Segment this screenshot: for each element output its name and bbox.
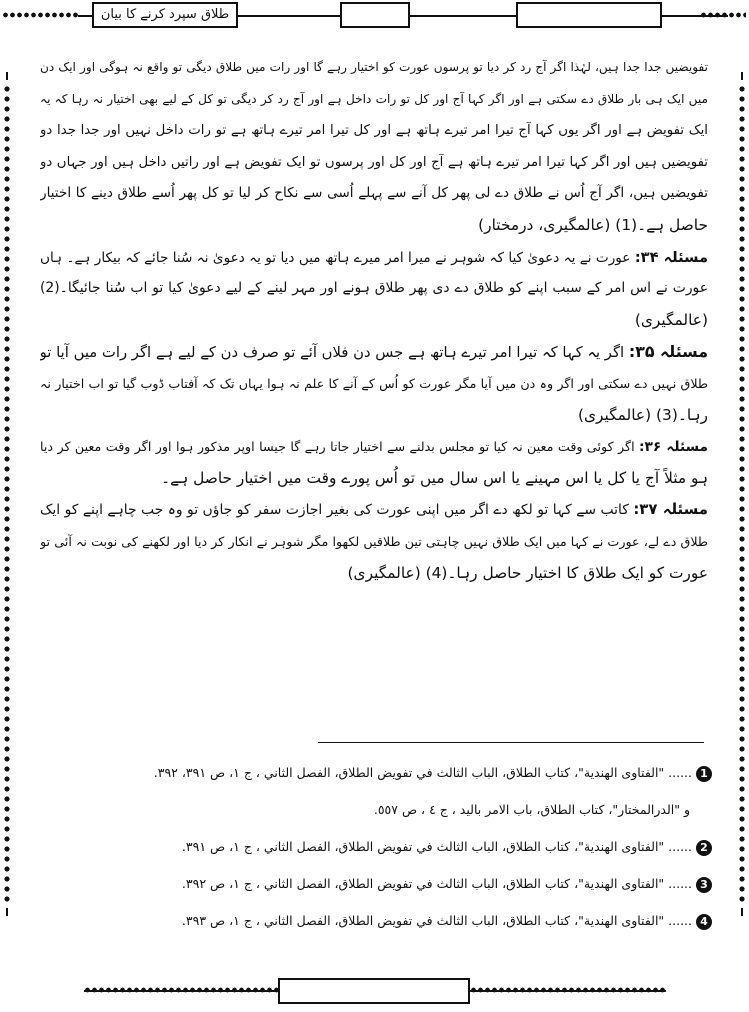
masala-label: مسئلہ ۳۴:	[634, 248, 708, 266]
footnote-text: ...... "الفتاوی الهندية"، كتاب الطلاق، الباب الثالث في تفويض الطلاق، الفصل الثاني ، ج ١، ص ٣٩٢.	[181, 876, 692, 891]
header-right-box	[516, 2, 662, 28]
left-border-ornament	[4, 84, 10, 904]
footnote-4	[40, 902, 712, 939]
text-line: تفویضیں ہیں، اگر آج اُس نے طلاق دے لی پھر کل آنے سے پہلے اُسی سے نکاح کر لیا تو کل پھر اُسے طلاق دینے کا اختیار	[40, 185, 708, 202]
masala-35	[40, 336, 708, 368]
footnotes	[40, 754, 712, 939]
right-border-ornament	[739, 84, 745, 904]
masala-label: مسئلہ ۳۵:	[628, 342, 708, 362]
masala-text: اگر کوئی وقت معین نہ کیا تو مجلس بدلنے سے اختیار جاتا رہے گا جیسا اوپر مذکور ہوا اور اگر وقت معین کر دیا	[40, 439, 635, 455]
text-line: تفویضیں جدا جدا ہیں، لہٰذا اگر آج رد کر دیا تو پرسوں عورت کو اختیار رہے گا اور رات میں طلاق دیگی تو واقع نہ ہوگی اور ایک دن	[40, 60, 708, 74]
masala-37	[40, 494, 708, 526]
masala-text: عورت نے یہ دعویٰ کیا کہ شوہر نے میرا امر میرے ہاتھ میں دیا تو یہ دعویٰ نہ سُنا جائے کہ بیکار ہے۔ ہاں	[40, 249, 631, 266]
footnote-number: 1	[696, 766, 712, 782]
text-line: (عالمگیری)	[634, 310, 708, 329]
footnote-text: و "الدرالمختار"، كتاب الطلاق، باب الامر باليد ، ج ٤ ، ص ٥٥٧.	[373, 802, 690, 817]
footnote-text: ...... "الفتاوی الهندية"، كتاب الطلاق، الباب الثالث في تفويض الطلاق، الفصل الثاني ، ج ١، ص ٣٩١.	[181, 839, 692, 854]
text-line: ایک تفویض ہے اور اگر یوں کہا آج تیرا امر تیرے ہاتھ ہے اور کل تیرا امر تیرے ہاتھ ہے تو رات داخل نہیں اور جدا جدا دو	[40, 123, 708, 139]
page-footer	[0, 968, 749, 1012]
masala-36	[40, 431, 708, 463]
page-number-box	[340, 2, 410, 28]
footnote-3	[40, 865, 712, 902]
footnote-number: 2	[696, 840, 712, 856]
footnote-text: ...... "الفتاوی الهندية"، كتاب الطلاق، الباب الثالث في تفويض الطلاق، الفصل الثاني ، ج ١، ص ٣٩٣.	[181, 913, 692, 928]
chapter-title: طلاق سپرد کرنے کا بیان	[92, 2, 238, 28]
masala-label: مسئلہ ۳۷:	[633, 500, 708, 519]
footnote-1-continued	[40, 791, 712, 828]
footnote-separator	[318, 742, 704, 743]
masala-text: اگر یہ کہا کہ تیرا امر تیرے ہاتھ ہے جس دن فلاں آئے تو صرف دن کے لیے ہے اگر رات میں آیا تو	[40, 344, 625, 362]
header-dots-left	[2, 10, 80, 20]
text-line: عورت کو ایک طلاق کا اختیار حاصل رہا۔(4) (عالمگیری)	[347, 563, 708, 582]
masala-text: کاتب سے کہا تو لکھ دے اگر میں اپنی عورت کی بغیر اجازت سفر کو جاؤں تو وہ جب چاہے اپنے کو ایک	[40, 502, 629, 519]
footnote-1	[40, 754, 712, 791]
text-line: حاصل ہے۔(1) (عالمگیری، درمختار)	[478, 215, 708, 234]
text-line: میں ایک ہی بار طلاق دے سکتی ہے اور اگر کہا آج اور کل تو رات داخل ہے اور آج رد کر دیگی تو کل کے لیے بھی اختیار نہ رہا کہ یہ	[40, 91, 708, 106]
footnote-number: 4	[696, 914, 712, 930]
header-dots-right	[700, 10, 746, 20]
text-line: ہو مثلاً آج یا کل یا اس مہینے یا اس سال میں تو اُس پورے وقت میں اختیار حاصل ہے۔	[161, 468, 708, 487]
masala-label: مسئلہ ۳۶:	[639, 439, 708, 456]
main-text	[40, 52, 708, 589]
footnote-text: ...... "الفتاوی الهندية"، كتاب الطلاق، الباب الثالث في تفويض الطلاق، الفصل الثاني ، ج ١، ص ٣٩١، ٣٩٢.	[153, 765, 692, 780]
text-line: طلاق دے لے، عورت نے کہا میں ایک طلاق نہیں چاہتی تین طلاقیں لکھوا مگر شوہر نے انکار کر دیا اور لکھنے کی نوبت نہ آئی تو	[40, 533, 708, 549]
text-line: تفویضیں ہیں اور اگر کہا تیرا امر تیرے ہاتھ ہے آج اور کل اور پرسوں تو ایک تفویض ہے اور راتیں داخل ہیں اور جہاں دو	[40, 154, 708, 170]
masala-34	[40, 242, 708, 274]
page-header	[0, 0, 749, 34]
text-line: عورت نے اس امر کے سبب اپنے کو طلاق دے دی پھر طلاق ہونے اور مہر لینے کے لیے دعویٰ کیا تو اب سُنا جائیگا۔(2)	[40, 280, 708, 297]
footer-box	[278, 978, 470, 1004]
footnote-2	[40, 828, 712, 865]
footnote-number: 3	[696, 877, 712, 893]
text-line: رہا۔(3) (عالمگیری)	[577, 405, 708, 424]
text-line: طلاق نہیں دے سکتی اور اگر وہ دن میں آیا مگر عورت کو اُس کے آنے کا علم نہ ہوا یہاں تک کہ آفتاب ڈوب گیا تو اب اختیار نہ	[40, 375, 708, 391]
